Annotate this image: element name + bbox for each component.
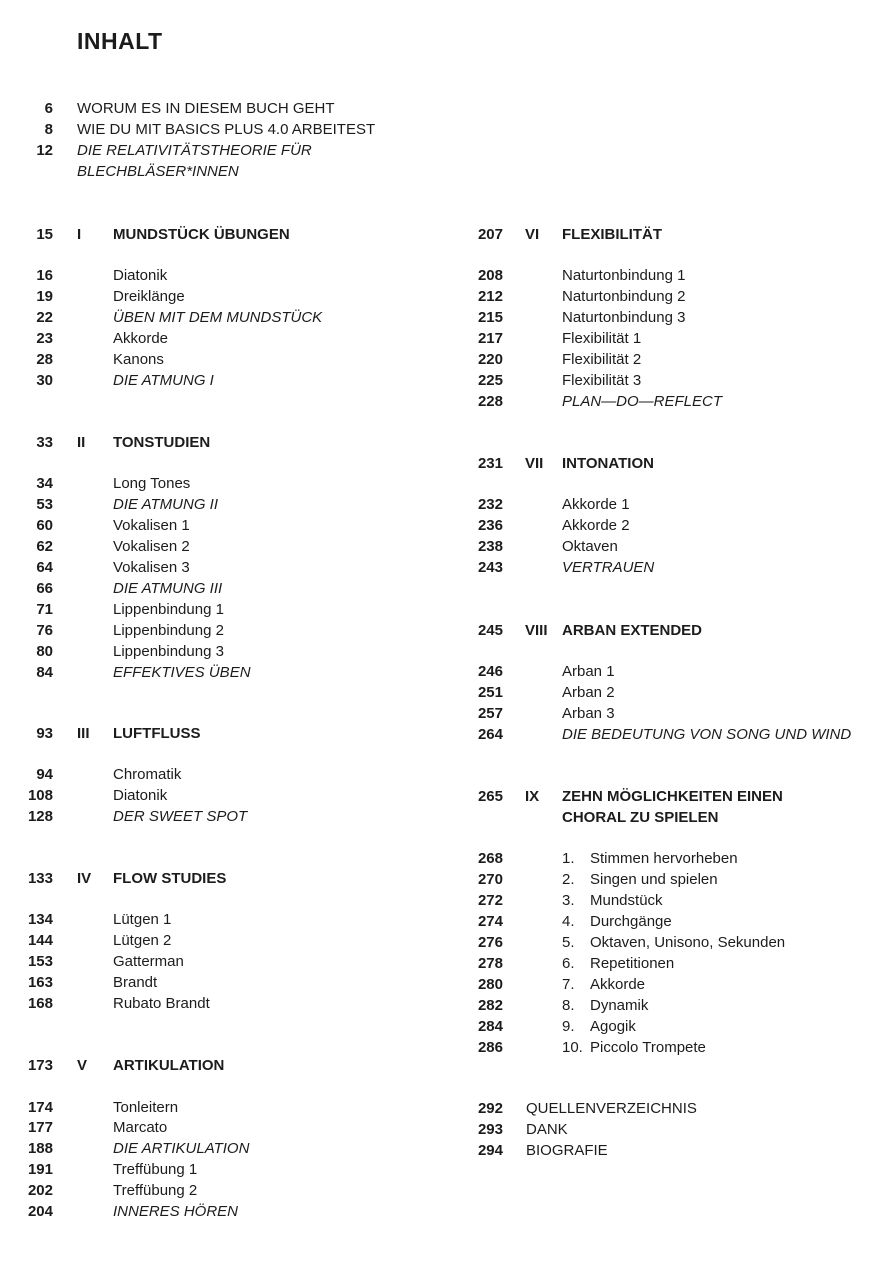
entry-title: Oktaven, Unisono, Sekunden [590, 934, 786, 951]
entry-title: Lippenbindung 1 [113, 601, 224, 618]
page-number: 15 [36, 226, 53, 243]
page-number-box [0, 703, 503, 724]
page-number-box [0, 494, 503, 515]
page-number: 191 [27, 1161, 53, 1178]
page-number-box [0, 265, 503, 286]
entry-title: Chromatik [113, 766, 182, 783]
chapter-title: FLOW STUDIES [113, 870, 227, 887]
entry-title: DIE ARTIKULATION [113, 1140, 250, 1157]
page-title: INHALT [77, 28, 163, 54]
page-number: 292 [477, 1100, 503, 1117]
page-number-box [0, 432, 53, 453]
page-number: 238 [477, 538, 503, 555]
page-number: 66 [36, 580, 53, 597]
page-number: 236 [477, 517, 503, 534]
entry-title: Vokalisen 1 [113, 517, 190, 534]
page-number-box [0, 536, 503, 557]
page-number-box [0, 140, 53, 161]
entry-title: EFFEKTIVES ÜBEN [113, 664, 251, 681]
entry-title: DER SWEET SPOT [113, 808, 248, 825]
chapter-title: MUNDSTÜCK ÜBUNGEN [113, 226, 290, 243]
page-number: 276 [477, 934, 503, 951]
page-number-box [0, 724, 503, 745]
page-number: 257 [477, 705, 503, 722]
entry-title: Naturtonbindung 2 [562, 288, 686, 305]
page-number: 202 [27, 1182, 53, 1199]
page-number: 228 [477, 393, 503, 410]
page-number: 64 [36, 559, 53, 576]
entry-title: QUELLENVERZEICHNIS [526, 1100, 697, 1117]
page-number: 282 [477, 997, 503, 1014]
chapter-title: ZEHN MÖGLICHKEITEN EINEN [562, 788, 783, 805]
page-number-box [0, 848, 503, 869]
chapter-numeral: II [77, 434, 86, 451]
entry-title: DIE ATMUNG III [113, 580, 223, 597]
entry-title: Arban 1 [562, 663, 615, 680]
page-number: 264 [477, 726, 503, 743]
chapter-numeral: VIII [525, 622, 548, 639]
page-number-box [0, 1159, 53, 1180]
page-number-box [0, 370, 503, 391]
page-number-box [0, 932, 503, 953]
page-number: 34 [36, 475, 53, 492]
entry-title: DIE ATMUNG I [113, 372, 214, 389]
entry-title-continued: BLECHBLÄSER*INNEN [77, 163, 239, 180]
page-number: 265 [477, 788, 503, 805]
list-ordinal: 2. [562, 871, 575, 888]
page-number: 215 [477, 309, 503, 326]
page-number: 80 [36, 643, 53, 660]
entry-title: Diatonik [113, 267, 168, 284]
page-number: 270 [477, 871, 503, 888]
list-ordinal: 3. [562, 892, 575, 909]
entry-title: INNERES HÖREN [113, 1203, 239, 1220]
page-number: 232 [477, 496, 503, 513]
page-number-box [0, 995, 503, 1016]
entry-title: DIE BEDEUTUNG VON SONG UND WIND [562, 726, 852, 743]
page-number-box [0, 911, 503, 932]
page-number-box [0, 1180, 53, 1201]
page-number-box [0, 119, 53, 140]
page-number: 62 [36, 538, 53, 555]
entry-title: Marcato [113, 1119, 168, 1136]
page-number: 168 [27, 995, 53, 1012]
page-number: 94 [36, 766, 53, 783]
list-ordinal: 5. [562, 934, 575, 951]
page-number: 177 [27, 1119, 53, 1136]
page-number-box [0, 224, 503, 245]
list-ordinal: 8. [562, 997, 575, 1014]
page-number-box [0, 953, 503, 974]
entry-title: BIOGRAFIE [526, 1142, 608, 1159]
page-number: 163 [27, 974, 53, 991]
entry-title: Kanons [113, 351, 164, 368]
entry-title: Oktaven [562, 538, 618, 555]
page-number-box [0, 1201, 53, 1222]
page-number: 23 [36, 330, 53, 347]
page-number: 134 [27, 911, 53, 928]
page-number: 293 [477, 1121, 503, 1138]
page-number: 294 [477, 1142, 503, 1159]
page-number: 207 [477, 226, 503, 243]
chapter-title: INTONATION [562, 455, 654, 472]
page-number: 60 [36, 517, 53, 534]
page-number: 71 [36, 601, 53, 618]
page-number: 188 [27, 1140, 53, 1157]
page-number-box [0, 682, 503, 703]
page-number: 231 [477, 455, 503, 472]
page-number-box [0, 1037, 503, 1058]
page-number: 28 [36, 351, 53, 368]
page-number: 225 [477, 372, 503, 389]
page-number-box [0, 286, 503, 307]
page-number-box [0, 1016, 503, 1037]
entry-title: VERTRAUEN [562, 559, 655, 576]
page-number-box [0, 786, 503, 807]
entry-title: Dreiklänge [113, 288, 185, 305]
page-number: 144 [27, 932, 53, 949]
page-number-box [0, 974, 503, 995]
page-number: 108 [27, 787, 53, 804]
page-number-box [0, 806, 53, 827]
page-number-box [0, 453, 503, 474]
entry-title: Vokalisen 3 [113, 559, 190, 576]
page-number-box [0, 1119, 503, 1140]
page-number: 8 [44, 121, 53, 138]
chapter-numeral: IV [77, 870, 92, 887]
page-number: 174 [27, 1099, 53, 1116]
page-number: 173 [27, 1057, 53, 1074]
page-number: 280 [477, 976, 503, 993]
page-number: 286 [477, 1039, 503, 1056]
page-number: 208 [477, 267, 503, 284]
chapter-numeral: I [77, 226, 82, 243]
page-number: 84 [36, 664, 53, 681]
page-number: 243 [477, 559, 503, 576]
entry-title: Diatonik [113, 787, 168, 804]
entry-title: PLAN—DO—REFLECT [562, 393, 723, 410]
page-number: 33 [36, 434, 53, 451]
entry-title: DIE RELATIVITÄTSTHEORIE FÜR [77, 142, 312, 159]
entry-title: Mundstück [590, 892, 663, 909]
entry-title: Akkorde [113, 330, 169, 347]
entry-title: Rubato Brandt [113, 995, 210, 1012]
entry-title: Arban 3 [562, 705, 615, 722]
page-number: 76 [36, 622, 53, 639]
page-number: 274 [477, 913, 503, 930]
chapter-numeral: III [77, 725, 90, 742]
chapter-numeral: V [77, 1057, 88, 1074]
chapter-numeral: VII [525, 455, 544, 472]
page-number-box [0, 869, 503, 890]
page-number: 272 [477, 892, 503, 909]
page-number-box [0, 349, 503, 370]
entry-title: DANK [526, 1121, 568, 1138]
chapter-title: LUFTFLUSS [113, 725, 201, 742]
page-number-box [0, 473, 53, 494]
list-ordinal: 10. [562, 1039, 583, 1056]
list-ordinal: 4. [562, 913, 575, 930]
page-number: 93 [36, 725, 53, 742]
entry-title: Durchgänge [590, 913, 672, 930]
entry-title: Akkorde 1 [562, 496, 630, 513]
page-number: 268 [477, 850, 503, 867]
page-number: 19 [36, 288, 53, 305]
page-number-box [0, 1055, 53, 1076]
entry-title: Lütgen 1 [113, 911, 172, 928]
page-number: 16 [36, 267, 53, 284]
page-number-box [0, 98, 53, 119]
page-number-box [0, 661, 503, 682]
page-number: 153 [27, 953, 53, 970]
page-number: 53 [36, 496, 53, 513]
page-number-box [0, 620, 503, 641]
page-number: 245 [477, 622, 503, 639]
list-ordinal: 1. [562, 850, 575, 867]
page-number-box [0, 890, 503, 911]
page-number: 22 [36, 309, 53, 326]
page-number: 30 [36, 372, 53, 389]
page-number-box [0, 328, 503, 349]
entry-title: Tonleitern [113, 1099, 179, 1116]
chapter-numeral: VI [525, 226, 540, 243]
chapter-title: ARTIKULATION [113, 1057, 225, 1074]
chapter-title: ARBAN EXTENDED [562, 622, 703, 639]
entry-title: Singen und spielen [590, 871, 718, 888]
page-number-box [0, 764, 53, 785]
page-number-box [0, 578, 53, 599]
entry-title: Repetitionen [590, 955, 675, 972]
entry-title: Treffübung 1 [113, 1161, 198, 1178]
entry-title: Lippenbindung 3 [113, 643, 224, 660]
entry-title: ÜBEN MIT DEM MUNDSTÜCK [113, 309, 323, 326]
page-number-box [0, 515, 503, 536]
page-number: 251 [477, 684, 503, 701]
entry-title: Vokalisen 2 [113, 538, 190, 555]
page-number-box [0, 557, 503, 578]
entry-title: Long Tones [113, 475, 191, 492]
entry-title: Arban 2 [562, 684, 615, 701]
chapter-title: TONSTUDIEN [113, 434, 211, 451]
entry-title: Lippenbindung 2 [113, 622, 224, 639]
chapter-title-continued: CHORAL ZU SPIELEN [562, 809, 719, 826]
page-number: 278 [477, 955, 503, 972]
list-ordinal: 7. [562, 976, 575, 993]
page-number: 217 [477, 330, 503, 347]
entry-title: Akkorde [590, 976, 646, 993]
entry-title: DIE ATMUNG II [113, 496, 218, 513]
page-number: 128 [27, 808, 53, 825]
page-number-box [0, 307, 503, 328]
page-number: 220 [477, 351, 503, 368]
entry-title: WIE DU MIT BASICS PLUS 4.0 ARBEITEST [77, 121, 376, 138]
page-number-box [0, 1098, 503, 1119]
entry-title: Dynamik [590, 997, 649, 1014]
page-number: 212 [477, 288, 503, 305]
entry-title: Lütgen 2 [113, 932, 172, 949]
entry-title: Stimmen hervorheben [590, 850, 738, 867]
page-number: 6 [44, 100, 53, 117]
entry-title: Treffübung 2 [113, 1182, 198, 1199]
entry-title: Agogik [590, 1018, 636, 1035]
entry-title: Flexibilität 1 [562, 330, 642, 347]
list-ordinal: 9. [562, 1018, 575, 1035]
entry-title: Gatterman [113, 953, 184, 970]
list-ordinal: 6. [562, 955, 575, 972]
entry-title: Flexibilität 3 [562, 372, 642, 389]
page-number: 133 [27, 870, 53, 887]
entry-title: Flexibilität 2 [562, 351, 642, 368]
page-number: 284 [477, 1018, 503, 1035]
page-number-box [0, 1140, 503, 1161]
chapter-numeral: IX [525, 788, 540, 805]
entry-title: Akkorde 2 [562, 517, 630, 534]
page-number: 12 [36, 142, 53, 159]
page-number-box [0, 599, 53, 620]
entry-title: WORUM ES IN DIESEM BUCH GEHT [77, 100, 335, 117]
page-number: 246 [477, 663, 503, 680]
entry-title: Naturtonbindung 3 [562, 309, 686, 326]
page-number: 204 [27, 1203, 53, 1220]
entry-title: Naturtonbindung 1 [562, 267, 686, 284]
page-number-box [0, 641, 53, 662]
chapter-title: FLEXIBILITÄT [562, 226, 662, 243]
page-number-box [0, 391, 503, 412]
entry-title: Piccolo Trompete [590, 1039, 706, 1056]
entry-title: Brandt [113, 974, 158, 991]
